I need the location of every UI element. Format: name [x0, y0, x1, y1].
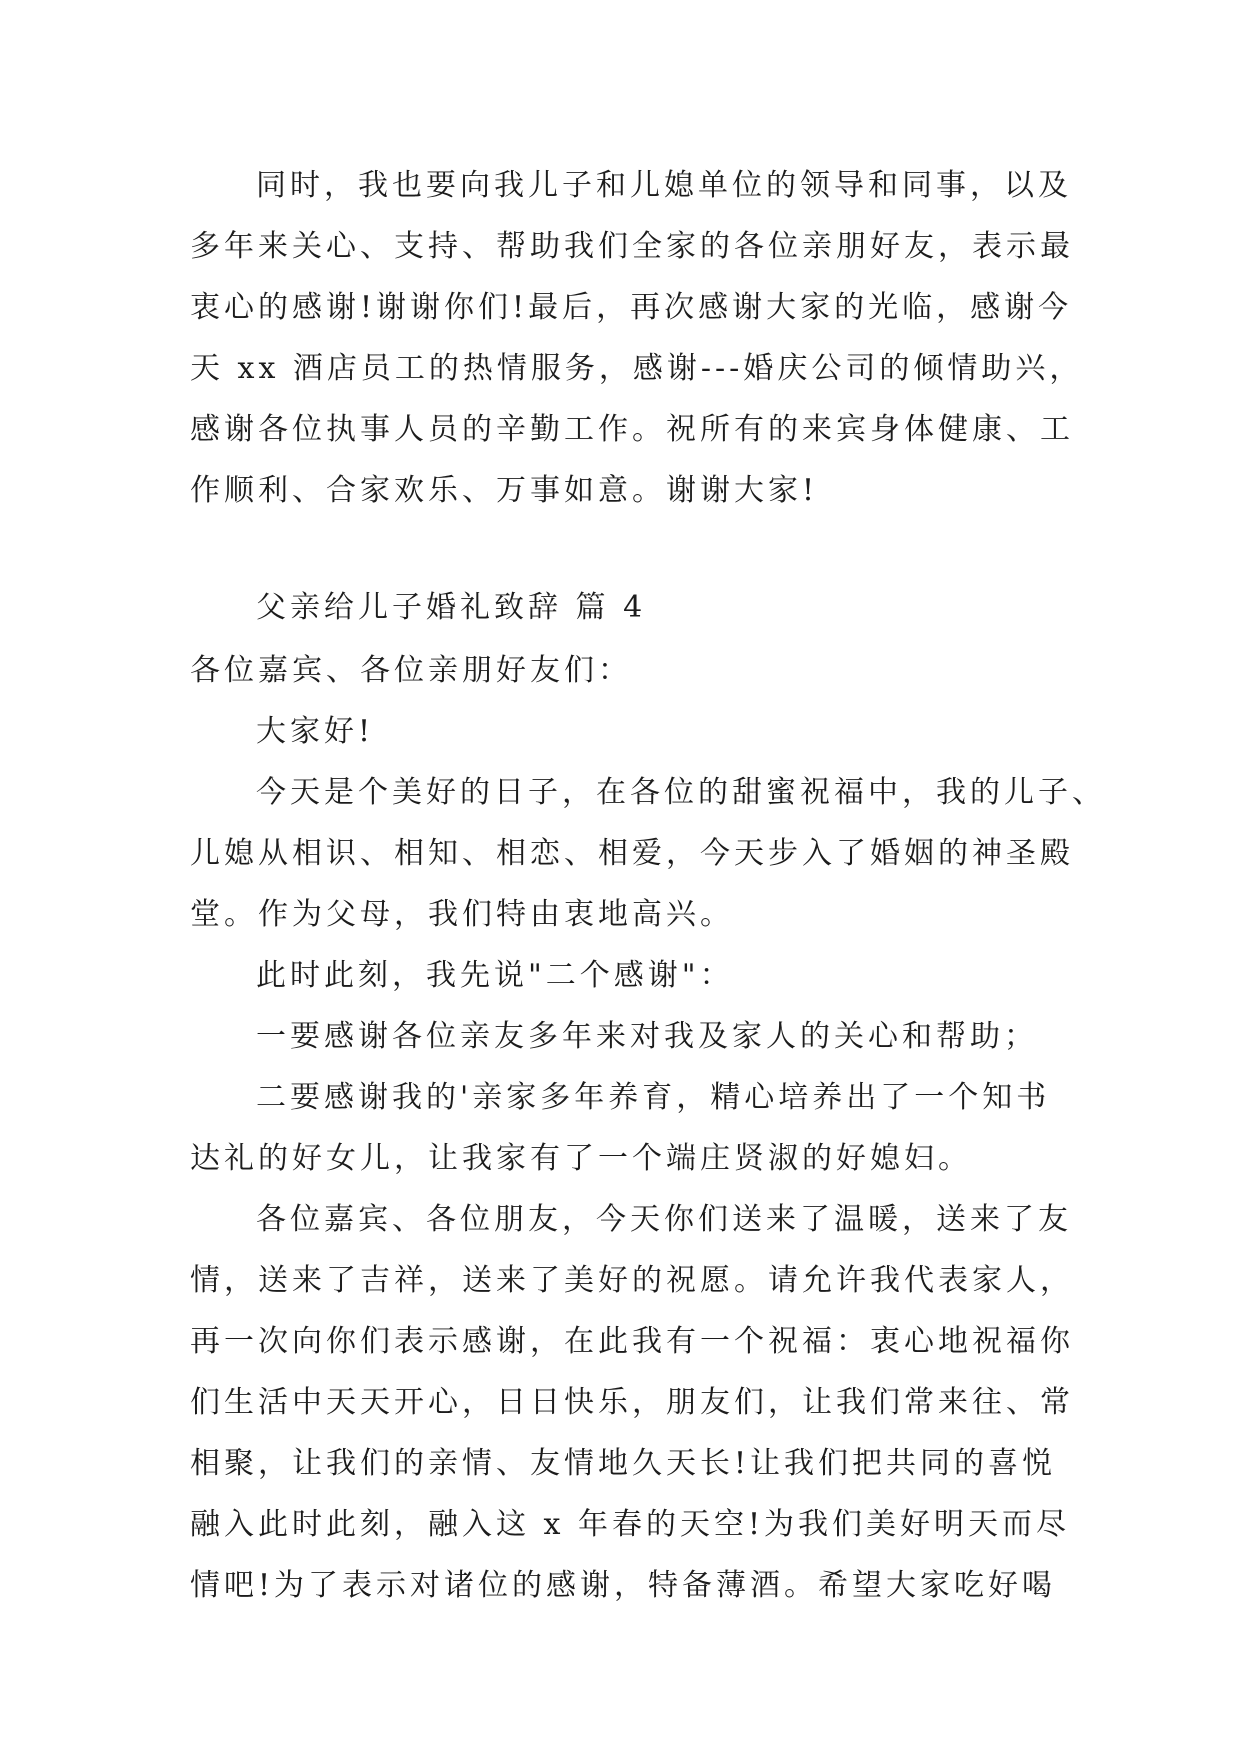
text-line: 各位嘉宾、各位朋友，今天你们送来了温暖，送来了友 — [256, 1202, 1072, 1237]
text-line: 情吧!为了表示对诸位的感谢，特备薄酒。希望大家吃好喝 — [190, 1568, 1057, 1603]
document-body — [190, 155, 1106, 1616]
salutation: 各位嘉宾、各位亲朋好友们： — [190, 653, 632, 688]
text-line: 融入此时此刻，融入这 x 年春的天空!为我们美好明天而尽 — [190, 1507, 1071, 1542]
paragraph-second-thanks — [190, 1067, 1060, 1189]
greeting: 大家好! — [256, 714, 375, 749]
text-line: 情，送来了吉祥，送来了美好的祝愿。请允许我代表家人， — [190, 1263, 1074, 1298]
text-line: 天 xx 酒店员工的热情服务，感谢---婚庆公司的倾情助兴， — [190, 351, 1084, 386]
text-line: 衷心的感谢!谢谢你们!最后，再次感谢大家的光临，感谢今 — [190, 290, 1073, 325]
paragraph-first-thanks: 一要感谢各位亲友多年来对我及家人的关心和帮助； — [256, 1019, 1038, 1054]
text-line: 多年来关心、支持、帮助我们全家的各位亲朋好友，表示最 — [190, 229, 1074, 264]
section-title: 父亲给儿子婚礼致辞 篇 4 — [256, 590, 647, 625]
text-line: 作顺利、合家欢乐、万事如意。谢谢大家! — [190, 473, 819, 508]
text-line: 今天是个美好的日子，在各位的甜蜜祝福中，我的儿子、 — [256, 775, 1106, 810]
text-line: 二要感谢我的'亲家多年养育，精心培养出了一个知书 — [256, 1080, 1051, 1115]
text-line: 感谢各位执事人员的辛勤工作。祝所有的来宾身体健康、工 — [190, 412, 1074, 447]
text-line: 相聚，让我们的亲情、友情地久天长!让我们把共同的喜悦 — [190, 1446, 1057, 1481]
text-line: 堂。作为父母，我们特由衷地高兴。 — [190, 897, 734, 932]
text-line: 再一次向你们表示感谢，在此我有一个祝福：衷心地祝福你 — [190, 1324, 1074, 1359]
paragraph-two-thanks: 此时此刻，我先说"二个感谢"： — [256, 958, 734, 993]
text-line: 同时，我也要向我儿子和儿媳单位的领导和同事，以及 — [256, 168, 1072, 203]
text-line: 达礼的好女儿，让我家有了一个端庄贤淑的好媳妇。 — [190, 1141, 972, 1176]
paragraph-blessing — [190, 1189, 1074, 1616]
text-line: 儿媳从相识、相知、相恋、相爱，今天步入了婚姻的神圣殿 — [190, 836, 1074, 871]
paragraph-closing-thanks — [190, 155, 1084, 521]
text-line: 们生活中天天开心，日日快乐，朋友们，让我们常来往、常 — [190, 1385, 1074, 1420]
paragraph-opening — [190, 762, 1106, 945]
